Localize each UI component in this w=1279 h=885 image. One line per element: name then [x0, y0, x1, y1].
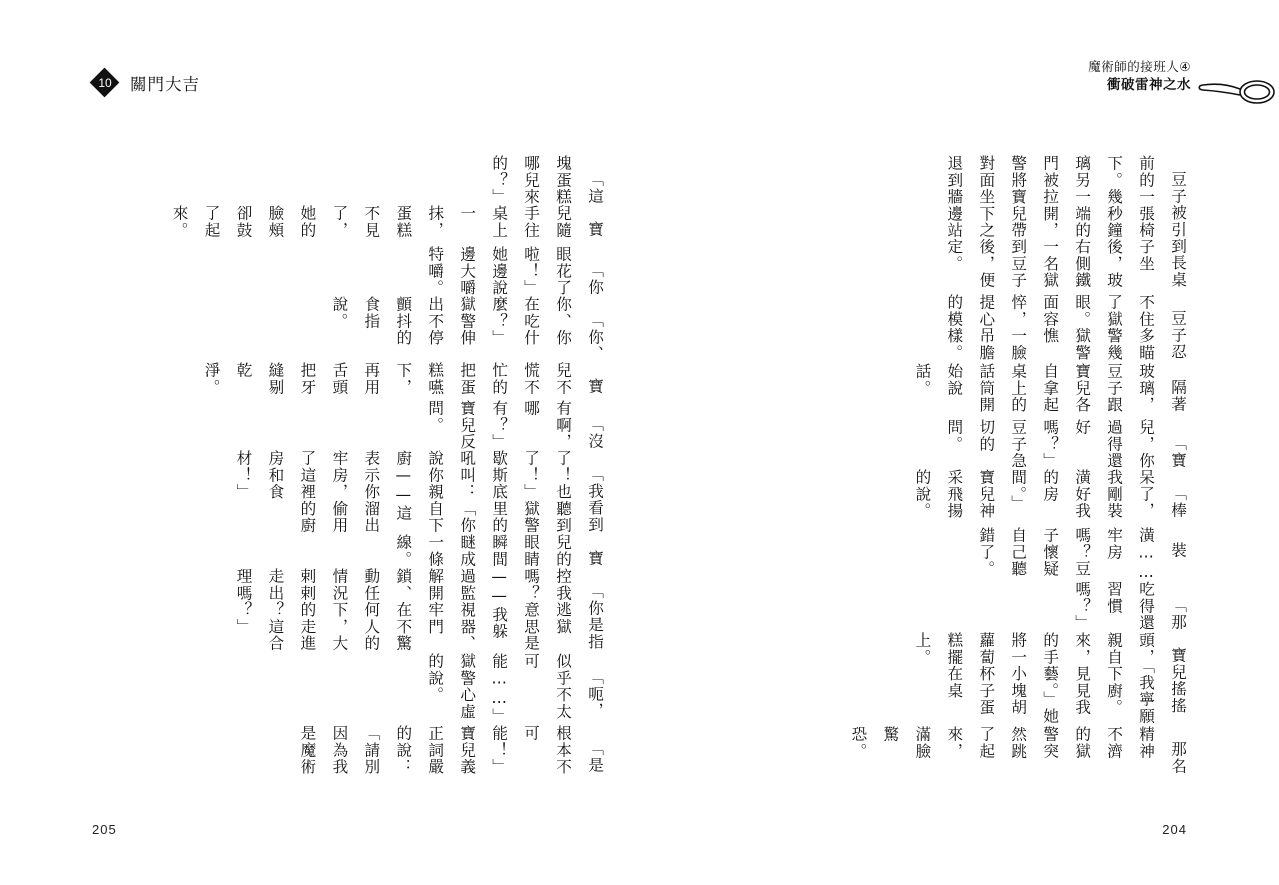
page-text-204: [723, 155, 1193, 775]
book-title: 衝破雷神之水: [1107, 77, 1191, 94]
series-row: [1088, 58, 1191, 76]
paragraph: 寶兒不慌不忙的把蛋糕嚥下，再用舌頭把牙縫剔乾淨。: [202, 361, 604, 396]
paragraph: 「是根本不可能！」寶兒義正詞嚴的說：「請別因為我是魔術: [298, 724, 604, 775]
paragraph: 隔著玻璃，豆子跟寶兒各自拿起桌上的話筒開始說話。: [913, 363, 1187, 414]
paragraph: 「呃，似乎不太可能……」獄警心虛的說。: [426, 653, 604, 725]
paragraph: 豆子被引到長桌前的一張椅子坐下。幾秒鐘後，玻璃另一端的右側鐵門被拉開，一名獄警將寶兒帶到豆子對面坐下之後，便退到牆邊站定。: [945, 155, 1187, 289]
running-head-right: [1088, 58, 1191, 96]
page-text-205: [90, 155, 610, 775]
paragraph: 「棒呆了，我剛裝潢好我的房間。」寶兒神采飛揚的說。: [913, 469, 1187, 520]
page-number-205: 205: [92, 822, 117, 837]
paragraph: 那名精神不濟的獄警突然跳了起來，滿臉驚恐。: [849, 725, 1187, 775]
handcuffs-icon: [1197, 76, 1279, 106]
page-number-204: 204: [1162, 822, 1187, 837]
paragraph: 「你眼花了啦！」她邊說邊大嚼特嚼。: [426, 246, 604, 297]
paragraph: 寶兒搖搖頭，「我寧願親自下廚。來，見見我的手藝。」她將一小塊胡蘿蔔杯子蛋糕擺在桌上。: [913, 631, 1187, 724]
chapter-title: 關門大吉: [130, 75, 200, 94]
series-label: 魔術師的接班人④: [1088, 59, 1191, 74]
paragraph: 「這塊蛋糕哪兒來的？」: [490, 155, 604, 206]
running-head-left: [90, 68, 200, 98]
paragraph: 「我看到了！也聽到了！」獄警歇斯底里的吼叫：「你說你親自下廚——這表示你溜出牢房，偷用了這裡的廚房和食材！」: [234, 450, 604, 534]
paragraph: 「沒有啊，哪有？」寶兒反問。: [426, 399, 604, 451]
title-row: [1088, 76, 1191, 96]
paragraph: 裝潢……牢房嗎？豆子懷疑自己聽錯了。: [977, 526, 1187, 582]
paragraph: 豆子忍不住多瞄了獄警幾眼。獄警面容憔悴，一臉提心吊膽的模樣。: [945, 293, 1187, 361]
paragraph: 寶兒隨手往桌上一抹，蛋糕不見了，她的臉頰卻鼓了起來。: [170, 205, 604, 239]
paragraph: 「你、你、你在吃什麼？」獄警伸出不停顫抖的食指說。: [330, 296, 604, 362]
chapter-number-badge: [90, 68, 120, 98]
paragraph: 「那吃得還習慣嗎？」: [1073, 581, 1187, 632]
paragraph: 寶兒的眼睛瞬間瞇成一條線。: [394, 534, 604, 568]
chapter-number: 10: [98, 76, 112, 90]
paragraph: 「你是指控我逃獄嗎？意思是——我躲過監視器、解開牢門鎖、在不驚動任何人的情況下，大剌剌的走進走出？這合理嗎？」: [234, 567, 604, 652]
paragraph: 「寶兒，你過得還好嗎？」豆子急切的問。: [945, 419, 1187, 470]
